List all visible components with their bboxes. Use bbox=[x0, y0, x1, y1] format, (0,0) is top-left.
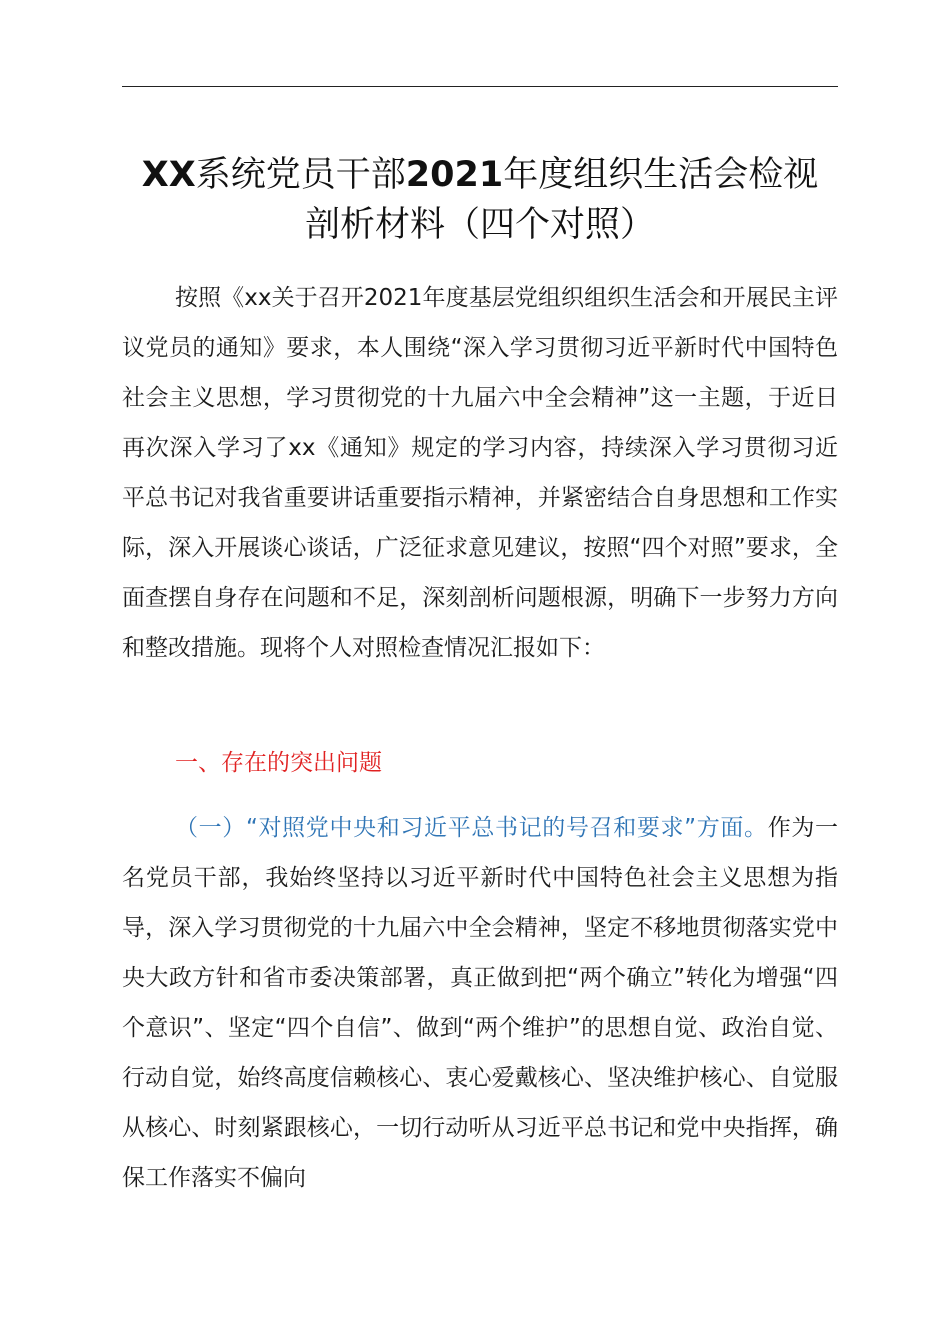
title-prefix: XX bbox=[141, 155, 196, 195]
title-year: 2021 bbox=[405, 155, 504, 195]
intro-paragraph: 按照《xx关于召开2021年度基层党组织组织生活会和开展民主评议党员的通知》要求，本人围绕“深入学习贯彻习近平新时代中国特色社会主义思想，学习贯彻党的十九届六中全会精神”这一主题，于近日再次深入学习了xx《通知》规定的学习内容，持续深入学习贯彻习近平总书记对我省重要讲话重要指示精神，并紧密结合自身思想和工作实际，深入开展谈心谈话，广泛征求意见建议，按照“四个对照”要求，全面查摆自身存在问题和不足，深刻剖析问题根源，明确下一步努力方向和整改措施。现将个人对照检查情况汇报如下： bbox=[122, 285, 838, 661]
title-line-2: 剖析材料（四个对照） bbox=[304, 205, 655, 245]
title-line-1 bbox=[80, 150, 880, 200]
title-part-3: 年度组织生活会检视 bbox=[503, 155, 819, 195]
subsection-paragraph-1 bbox=[122, 803, 838, 1203]
subsection-heading-1: （一）“对照党中央和习近平总书记的号召和要求”方面。 bbox=[175, 815, 768, 841]
header-rule bbox=[122, 86, 838, 87]
title-part-2: 系统党员干部 bbox=[195, 155, 406, 195]
document-title bbox=[80, 150, 880, 250]
section-heading-1: 一、存在的突出问题 bbox=[175, 750, 382, 776]
subsection-body-1: 作为一名党员干部，我始终坚持以习近平新时代中国特色社会主义思想为指导，深入学习贯彻党的十九届六中全会精神，坚定不移地贯彻落实党中央大政方针和省市委决策部署，真正做到把“两个确立”转化为增强“四个意识”、坚定“四个自信”、做到“两个维护”的思想自觉、政治自觉、行动自觉，始终高度信赖核心、衷心爱戴核心、坚决维护核心、自觉服从核心、时刻紧跟核心，一切行动听从习近平总书记和党中央指挥，确保工作落实不偏向 bbox=[122, 815, 838, 1191]
